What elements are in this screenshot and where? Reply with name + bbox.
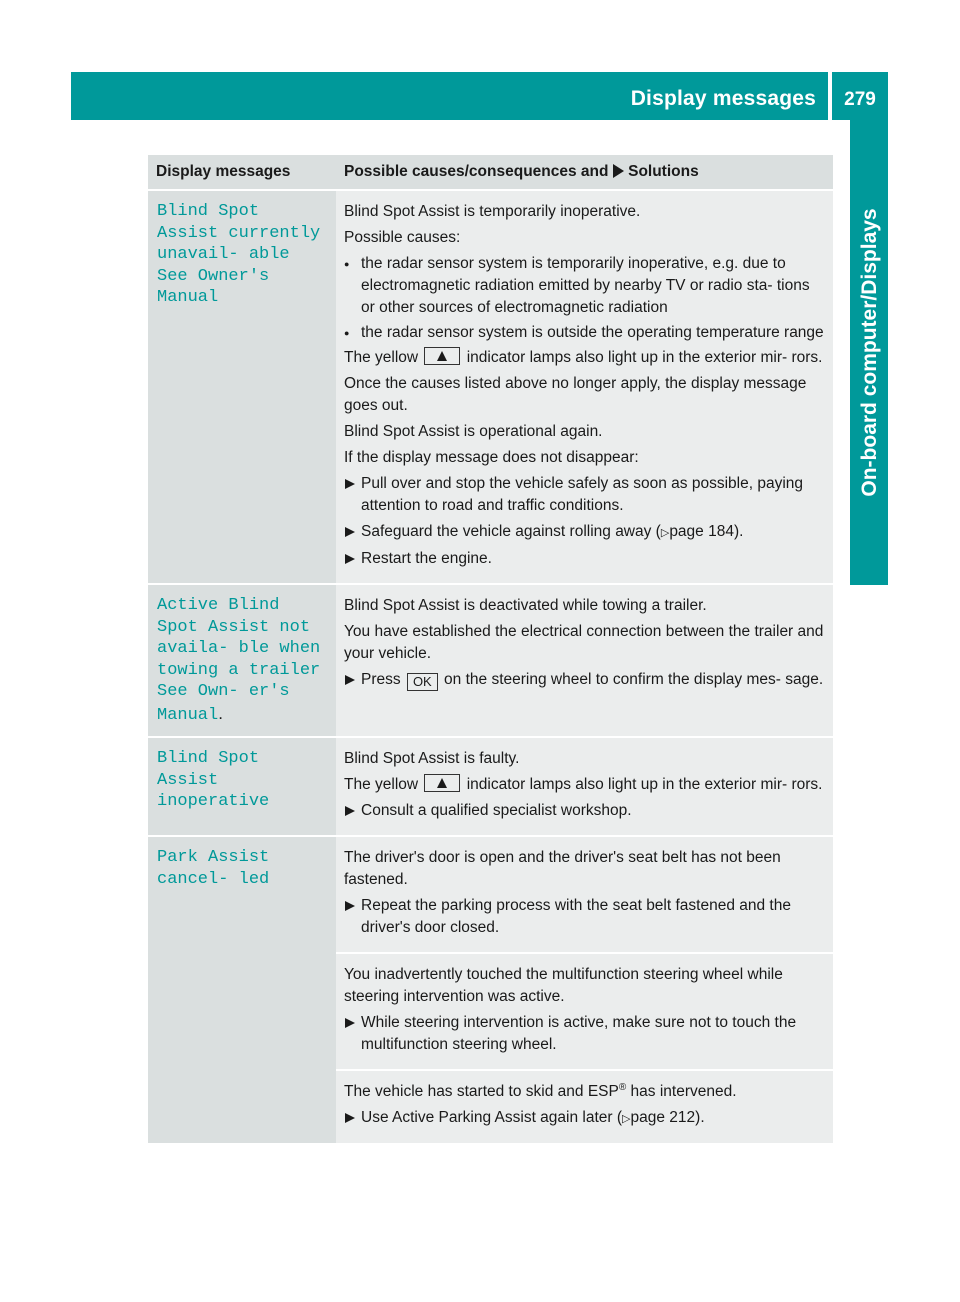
solution-cell: You inadvertently touched the multifunction steering wheel while steering intervention was active. While steering intervention is active, make sure not to touch the multifunction steering wheel. bbox=[336, 953, 833, 1070]
list-item: ● the radar sensor system is outside the operating temperature range bbox=[344, 322, 827, 344]
ok-button-icon: OK bbox=[407, 673, 438, 691]
blind-spot-warning-icon bbox=[424, 774, 460, 792]
side-tab-label: On-board computer/Displays bbox=[858, 208, 881, 497]
action-step: Use Active Parking Assist again later (▷page 212). bbox=[344, 1107, 827, 1130]
message-cell bbox=[148, 737, 336, 836]
solution-cell: The vehicle has started to skid and ESP® has intervened. Use Active Parking Assist again later (▷page 212). bbox=[336, 1070, 833, 1143]
blind-spot-warning-icon bbox=[424, 347, 460, 365]
page-reference-icon: ▷ bbox=[622, 1113, 631, 1125]
list-item: ● the radar sensor system is temporarily inoperative, e.g. due to electromagnetic radiation emitted by nearby TV or radio sta‐ tions or other sources of electromagnetic radiation bbox=[344, 253, 827, 319]
solution-cell: Blind Spot Assist is temporarily inoperative. Possible causes: ● the radar sensor system is temporarily inoperative, e.g. due to electromagnetic radiation emitted by nearby TV or radio sta‐ tions or other sources of electromagnetic radiation ● the radar sensor system is outside the operating temperature range The yellow indicator lamps also light up in the exterior mir‐ rors. Once the causes listed above no longer apply, the display message goes out. Blind Spot Assist is operational again. If the display message does not disappear: Pull over and stop the vehicle safely as soon as possible, paying attention to road and traffic conditions. Safeguard the vehicle against rolling away (▷page 184). Restart the engine. bbox=[336, 190, 833, 584]
section-title: Display messages bbox=[630, 87, 816, 110]
action-step: Repeat the parking process with the seat belt fastened and the driver's door closed. bbox=[344, 895, 827, 939]
action-arrow-icon bbox=[613, 164, 624, 178]
solution-cell: Blind Spot Assist is deactivated while towing a trailer. You have established the electrical connection between the trailer and your vehicle. Press OK on the steering wheel to confirm the display mes‐ sage. bbox=[336, 584, 833, 737]
page-number: 279 bbox=[844, 89, 876, 110]
solution-cell: Blind Spot Assist is faulty. The yellow indicator lamps also light up in the exterior mir‐ rors. Consult a qualified specialist workshop. bbox=[336, 737, 833, 836]
table-row bbox=[148, 584, 833, 737]
solution-cell: The driver's door is open and the driver's seat belt has not been fastened. Repeat the parking process with the seat belt fastened and the driver's door closed. bbox=[336, 836, 833, 953]
table-row bbox=[148, 190, 833, 584]
page-reference-icon: ▷ bbox=[660, 527, 670, 539]
message-cell bbox=[148, 584, 336, 737]
message-cell bbox=[148, 836, 336, 1143]
action-step: Restart the engine. bbox=[344, 548, 827, 570]
table-header-row bbox=[148, 155, 833, 190]
page-reference-link[interactable]: page 212). bbox=[630, 1109, 705, 1126]
side-tab-block bbox=[850, 543, 888, 585]
action-step: Pull over and stop the vehicle safely as soon as possible, paying attention to road and traffic conditions. bbox=[344, 473, 827, 517]
column-header-causes: Possible causes/consequences and Solutions bbox=[336, 155, 833, 190]
page-header bbox=[71, 72, 888, 120]
display-message: Park Assist cancel‐ led bbox=[157, 848, 270, 889]
page-reference-link[interactable]: page 184). bbox=[669, 523, 744, 540]
table-row bbox=[148, 836, 833, 953]
display-message: Blind Spot Assist currently unavail‐ able See Owner's Manual bbox=[157, 202, 321, 307]
display-message: Active Blind Spot Assist not availa‐ ble when towing a trailer See Own‐ er's Manual. bbox=[157, 596, 321, 725]
table-row bbox=[148, 737, 833, 836]
message-cell bbox=[148, 190, 336, 584]
column-header-messages: Display messages bbox=[148, 155, 336, 190]
display-messages-table bbox=[148, 155, 833, 1143]
action-step: Press OK on the steering wheel to confirm the display mes‐ sage. bbox=[344, 669, 827, 691]
side-tab bbox=[850, 120, 888, 585]
action-step: While steering intervention is active, make sure not to touch the multifunction steering wheel. bbox=[344, 1012, 827, 1056]
action-step: Safeguard the vehicle against rolling away (▷page 184). bbox=[344, 521, 827, 544]
action-step: Consult a qualified specialist workshop. bbox=[344, 800, 827, 822]
display-message: Blind Spot Assist inoperative bbox=[157, 749, 270, 811]
